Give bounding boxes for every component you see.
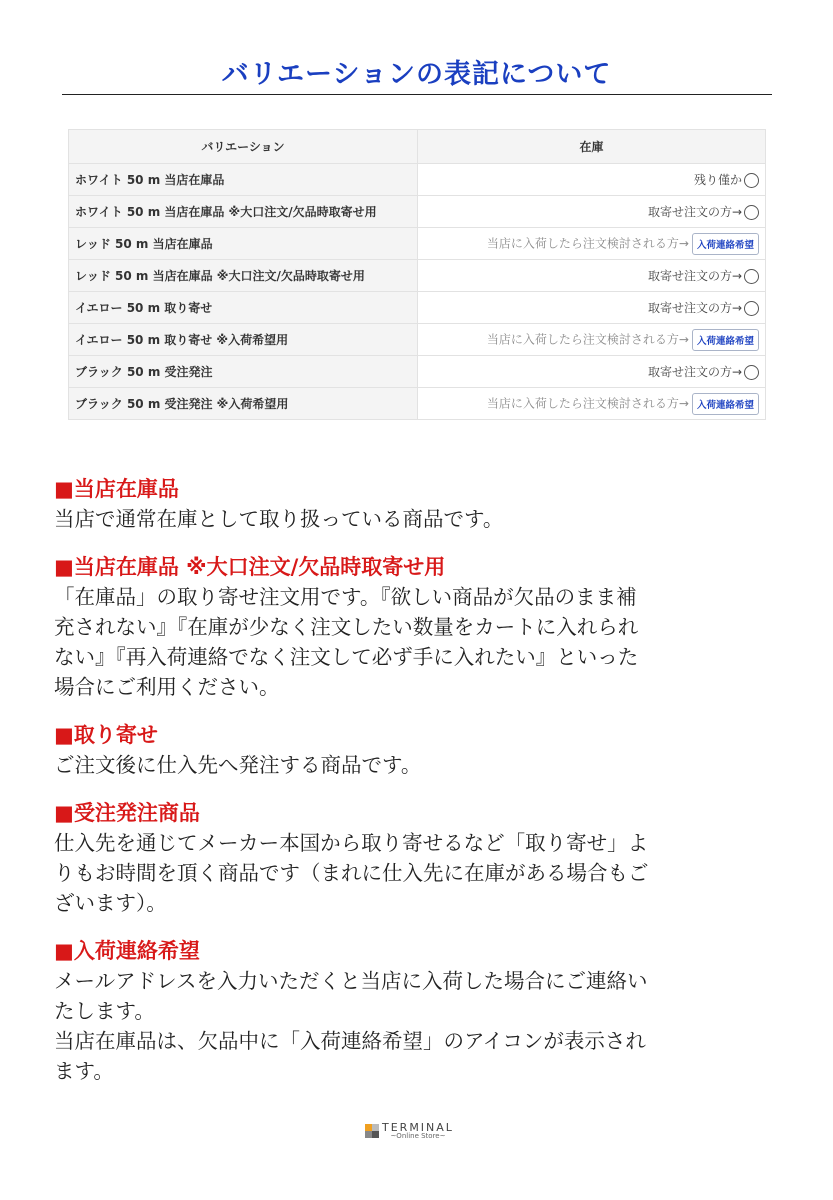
- variation-radio[interactable]: [744, 365, 759, 380]
- variation-name: ブラック 50 m 受注発注: [69, 356, 418, 388]
- stock-label: 取寄せ注文の方→: [647, 269, 742, 283]
- info-section: [54, 552, 784, 702]
- table-row: [69, 388, 766, 420]
- info-section: [54, 798, 784, 918]
- variation-name: ブラック 50 m 受注発注 ※入荷希望用: [69, 388, 418, 420]
- restock-notify-button[interactable]: 入荷連絡希望: [692, 233, 759, 255]
- section-body: 仕入先を通じてメーカー本国から取り寄せるなど「取り寄せ」よ りもお時間を頂く商品です（まれに仕入先に在庫がある場合もご ざいます）。: [54, 831, 649, 915]
- stock-label: 当店に入荷したら注文検討される方→: [486, 332, 689, 346]
- table-row: [69, 292, 766, 324]
- restock-notify-button[interactable]: 入荷連絡希望: [692, 329, 759, 351]
- stock-label: 残り僅か: [693, 173, 742, 187]
- section-heading: ■当店在庫品: [54, 477, 179, 501]
- section-heading: ■取り寄せ: [54, 723, 158, 747]
- stock-cell: [418, 196, 766, 228]
- stock-label: 当店に入荷したら注文検討される方→: [486, 396, 689, 410]
- section-body: メールアドレスを入力いただくと当店に入荷した場合にご連絡い たします。 当店在庫品は、欠品中に「入荷連絡希望」のアイコンが表示され ます。: [54, 969, 648, 1083]
- variation-radio[interactable]: [744, 173, 759, 188]
- table-row: [69, 260, 766, 292]
- stock-label: 取寄せ注文の方→: [647, 365, 742, 379]
- brand-logo: [365, 1121, 454, 1141]
- table-row: [69, 324, 766, 356]
- table-row: [69, 228, 766, 260]
- stock-cell: [418, 388, 766, 420]
- stock-cell: [418, 292, 766, 324]
- info-section: [54, 720, 784, 780]
- stock-cell: [418, 324, 766, 356]
- stock-cell: [418, 228, 766, 260]
- stock-label: 取寄せ注文の方→: [647, 301, 742, 315]
- section-body: 「在庫品」の取り寄せ注文用です。『欲しい商品が欠品のまま補 充されない』『在庫が少なく注文したい数量をカートに入れられ ない』『再入荷連絡でなく注文して必ず手に入れたい』といった 場合にご利用ください。: [54, 585, 639, 699]
- variation-name: ホワイト 50 m 当店在庫品: [69, 164, 418, 196]
- section-heading: ■当店在庫品 ※大口注文/欠品時取寄せ用: [54, 555, 446, 579]
- table-body: [69, 164, 766, 420]
- variation-name: イエロー 50 m 取り寄せ ※入荷希望用: [69, 324, 418, 356]
- restock-notify-button[interactable]: 入荷連絡希望: [692, 393, 759, 415]
- section-heading: ■受注発注商品: [54, 801, 200, 825]
- header-stock: 在庫: [418, 130, 766, 164]
- page-title: バリエーションの表記について: [221, 59, 612, 90]
- header-variation: バリエーション: [69, 130, 418, 164]
- info-section: [54, 474, 784, 534]
- stock-cell: [418, 356, 766, 388]
- variation-radio[interactable]: [744, 205, 759, 220]
- variation-name: レッド 50 m 当店在庫品 ※大口注文/欠品時取寄せ用: [69, 260, 418, 292]
- section-heading: ■入荷連絡希望: [54, 939, 200, 963]
- variation-radio[interactable]: [744, 269, 759, 284]
- info-section: [54, 936, 784, 1086]
- variation-name: ホワイト 50 m 当店在庫品 ※大口注文/欠品時取寄せ用: [69, 196, 418, 228]
- brand-name: TERMINAL: [382, 1121, 454, 1134]
- stock-cell: [418, 260, 766, 292]
- section-body: ご注文後に仕入先へ発注する商品です。: [54, 753, 422, 777]
- explanation-sections: [54, 474, 784, 1104]
- variation-radio[interactable]: [744, 301, 759, 316]
- variation-name: イエロー 50 m 取り寄せ: [69, 292, 418, 324]
- variation-name: レッド 50 m 当店在庫品: [69, 228, 418, 260]
- section-body: 当店で通常在庫として取り扱っている商品です。: [54, 507, 504, 531]
- table-row: [69, 164, 766, 196]
- table-header-row: [69, 130, 766, 164]
- logo-icon: [365, 1124, 379, 1138]
- title-divider: [62, 94, 772, 95]
- variation-table: [68, 129, 766, 420]
- stock-cell: [418, 164, 766, 196]
- brand-subtitle: ~Online Store~: [390, 1132, 446, 1140]
- table-row: [69, 356, 766, 388]
- table-row: [69, 196, 766, 228]
- stock-label: 取寄せ注文の方→: [647, 205, 742, 219]
- stock-label: 当店に入荷したら注文検討される方→: [486, 236, 689, 250]
